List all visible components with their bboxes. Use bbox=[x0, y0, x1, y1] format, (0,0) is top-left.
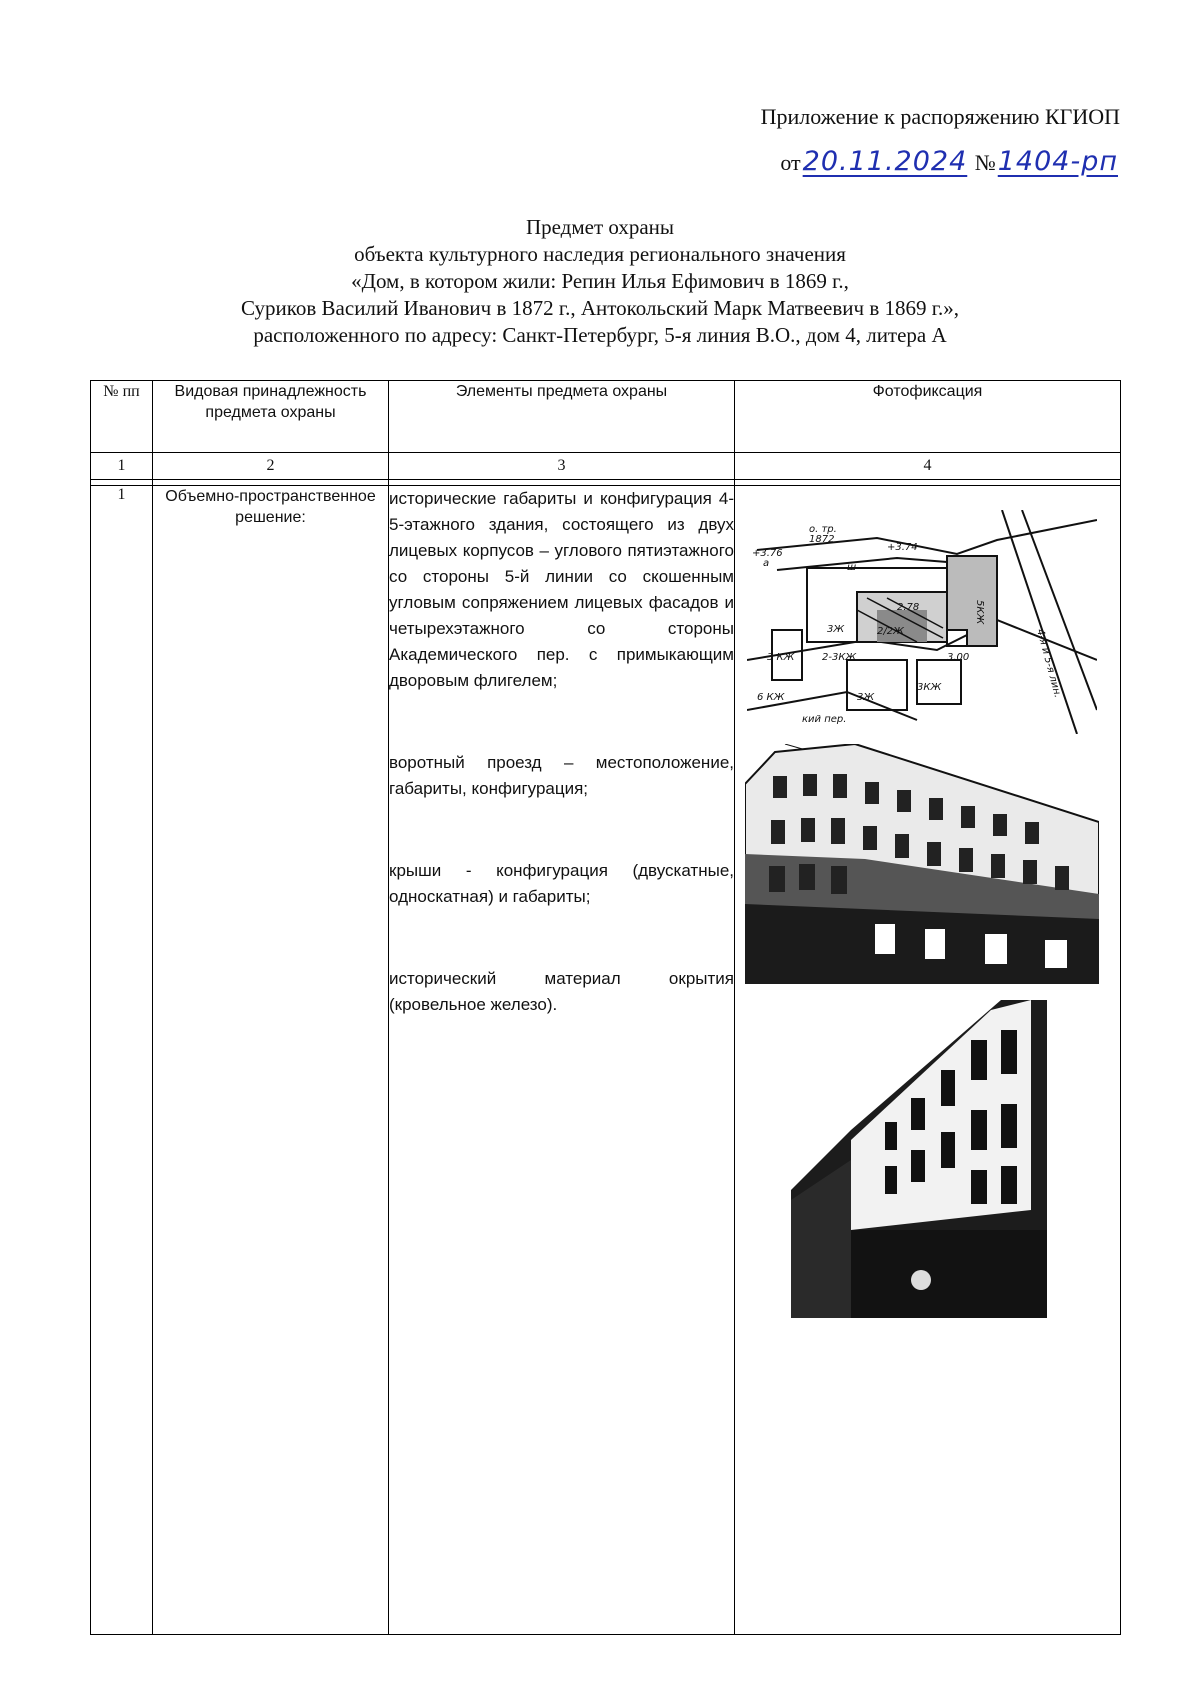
svg-text:2.78: 2.78 bbox=[897, 602, 920, 613]
column-number: 3 bbox=[389, 453, 735, 480]
element-item: воротный проезд – местоположение, габариты, конфигурация; bbox=[389, 753, 734, 798]
protection-table bbox=[90, 380, 1121, 1635]
site-plan-image bbox=[747, 510, 1097, 734]
column-header-number: № пп bbox=[91, 381, 153, 453]
street-photo-image bbox=[791, 1000, 1047, 1318]
svg-text:1872: 1872 bbox=[809, 534, 835, 545]
column-number: 4 bbox=[735, 453, 1121, 480]
element-item: исторический материал окрытия (кровельное железо). bbox=[389, 969, 734, 1014]
row-number: 1 bbox=[91, 486, 153, 1635]
document-title bbox=[0, 214, 1200, 349]
svg-text:a: a bbox=[763, 558, 770, 569]
facade-photo-image bbox=[745, 744, 1099, 984]
column-header-kind: Видовая принадлежность предмета охраны bbox=[153, 381, 389, 453]
title-line-4: Суриков Василий Иванович в 1872 г., Антокольский Марк Матвеевич в 1869 г.», bbox=[241, 296, 959, 320]
title-line-1: Предмет охраны bbox=[525, 215, 675, 239]
svg-text:+3.74: +3.74 bbox=[887, 542, 918, 553]
table-header-row bbox=[91, 381, 1121, 453]
element-item: исторические габариты и конфигурация 4-5-этажного здания, состоящего из двух лицевых корпусов – углового пятиэтажного со стороны 5-й линии со скошенным угловым сопряжением лицевых фасадов и четырехэтажного со стороны Академического пер. с примыкающим дворовым флигелем; bbox=[389, 489, 734, 690]
title-line-2: объекта культурного наследия регионального значения bbox=[354, 242, 846, 266]
svg-text:3 КЖ: 3 КЖ bbox=[767, 652, 795, 663]
svg-text:+3.76: +3.76 bbox=[752, 548, 783, 559]
order-number: 1404-рп bbox=[997, 146, 1118, 177]
row-photos bbox=[735, 486, 1121, 1635]
table-row bbox=[91, 486, 1121, 1635]
svg-text:кий пер.: кий пер. bbox=[802, 714, 847, 725]
element-item: крыши - конфигурация (двускатные, односкатная) и габариты; bbox=[389, 861, 734, 906]
svg-text:3.00: 3.00 bbox=[947, 652, 970, 663]
column-header-photo: Фотофиксация bbox=[735, 381, 1121, 453]
svg-text:5КЖ: 5КЖ bbox=[974, 600, 985, 625]
svg-text:ш: ш bbox=[847, 562, 857, 573]
svg-text:3Ж: 3Ж bbox=[827, 624, 845, 635]
order-date: 20.11.2024 bbox=[802, 146, 968, 177]
svg-text:2-3КЖ: 2-3КЖ bbox=[822, 652, 857, 663]
svg-text:3КЖ: 3КЖ bbox=[917, 682, 942, 693]
svg-text:о. тр.: о. тр. bbox=[809, 524, 837, 535]
column-header-elements: Элементы предмета охраны bbox=[389, 381, 735, 453]
row-elements bbox=[389, 486, 735, 1635]
row-kind: Объемно-пространственное решение: bbox=[153, 486, 389, 1635]
svg-text:3Ж: 3Ж bbox=[857, 692, 875, 703]
from-label: от bbox=[780, 150, 801, 175]
title-line-5: расположенного по адресу: Санкт-Петербург, 5-я линия В.О., дом 4, литера А bbox=[253, 323, 947, 347]
column-number: 1 bbox=[91, 453, 153, 480]
svg-text:6 КЖ: 6 КЖ bbox=[757, 692, 785, 703]
svg-text:4-я и 5-я лин.: 4-я и 5-я лин. bbox=[1034, 627, 1064, 699]
title-line-3: «Дом, в котором жили: Репин Илья Ефимович в 1869 г., bbox=[351, 269, 849, 293]
number-label: № bbox=[974, 150, 996, 175]
svg-text:2/2Ж: 2/2Ж bbox=[877, 626, 904, 637]
appendix-title: Приложение к распоряжению КГИОП bbox=[760, 104, 1120, 129]
column-number-row bbox=[91, 453, 1121, 480]
order-line bbox=[780, 146, 1120, 177]
column-number: 2 bbox=[153, 453, 389, 480]
